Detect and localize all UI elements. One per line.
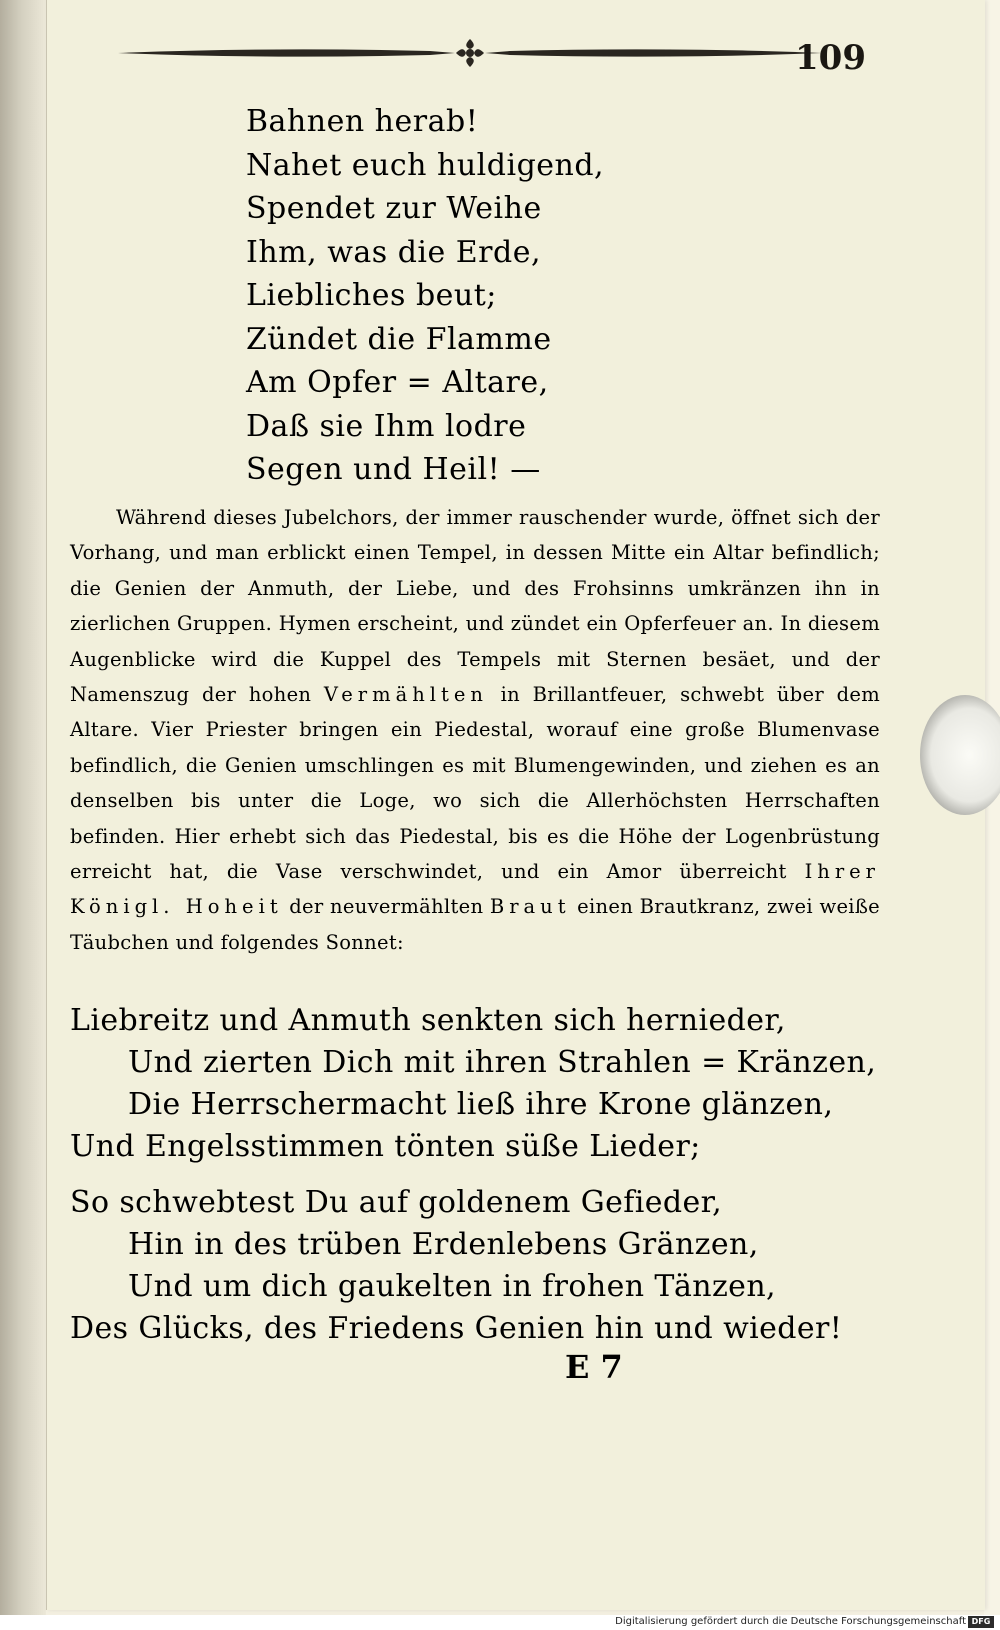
book-spine: [0, 0, 46, 1615]
dfg-logo-icon: DFG: [968, 1616, 994, 1628]
prose-text: in Brillantfeuer, schwebt über dem Altare. Vier Priester bringen ein Piedestal, worauf eine große Blumenvase befindlich, die Genien umschlingen es mit Blumengewinden, und ziehen es an denselben bis unter die Loge, wo sich die Allerhöchsten Herrschaften befinden. Hier erhebt sich das Piedestal, bis es die Höhe der Logenbrüstung erreicht hat, die Vase verschwindet, und ein Amor überreicht: [70, 683, 880, 884]
sonnet-line: Und Engelsstimmen tönten süße Lieder;: [70, 1129, 701, 1164]
verse-line: Spendet zur Weihe: [246, 191, 542, 226]
ornament-rule-icon: [70, 38, 870, 68]
verse-line: Nahet euch huldigend,: [246, 147, 605, 183]
prose-text: Während dieses Jubelchors, der immer rauschender wurde, öffnet sich der Vorhang, und man erblickt einen Tempel, in dessen Mitte ein Altar befindlich; die Genien der Anmuth, der Liebe, und des Frohsinns umkränzen ihn in zierlichen Gruppen. Hymen erscheint, und zündet ein Opferfeuer an. In diesem Augenblicke wird die Kuppel des Tempels mit Sternen besäet, und der Namenszug der hohen: [70, 506, 880, 707]
verse-stanza-top: [246, 100, 846, 492]
footer-credit: Digitalisierung gefördert durch die Deutsche Forschungsgemeinschaft: [615, 1616, 966, 1627]
stage-direction-paragraph: [70, 500, 880, 960]
sonnet: [70, 1000, 920, 1350]
page-holder-ring: [920, 695, 1000, 815]
signature-mark: E 7: [565, 1348, 623, 1386]
prose-emphasis: Ihrer Königl. Hoheit: [70, 860, 881, 919]
sonnet-line: Und zierten Dich mit ihren Strahlen = Kränzen,: [128, 1045, 877, 1080]
prose-text: einen Brautkranz, zwei weiße Täubchen und folgendes Sonnet:: [70, 895, 881, 954]
verse-line: Am Opfer = Altare,: [246, 365, 549, 400]
sonnet-line: Liebreitz und Anmuth senkten sich hernieder,: [70, 1003, 786, 1038]
sonnet-line: So schwebtest Du auf goldenem Gefieder,: [70, 1185, 723, 1220]
prose-emphasis: Braut: [489, 895, 571, 919]
sonnet-line: Hin in des trüben Erdenlebens Gränzen,: [128, 1227, 759, 1262]
prose-text: der neuvermählten: [289, 895, 484, 919]
verse-line: Liebliches beut;: [246, 278, 497, 313]
sonnet-line: Des Glücks, des Friedens Genien hin und wieder!: [70, 1311, 843, 1346]
prose-emphasis: Vermählten: [323, 683, 488, 707]
page-number: 109: [795, 38, 866, 78]
verse-line: Daß sie Ihm lodre: [246, 408, 527, 444]
sonnet-line: Und um dich gaukelten in frohen Tänzen,: [128, 1269, 776, 1304]
verse-line: Zündet die Flamme: [246, 321, 552, 357]
verse-line: Bahnen herab!: [246, 104, 479, 139]
verse-line: Ihm, was die Erde,: [246, 234, 542, 270]
verse-line: Segen und Heil! —: [246, 452, 541, 487]
sonnet-line: Die Herrschermacht ließ ihre Krone glänzen,: [128, 1087, 834, 1122]
